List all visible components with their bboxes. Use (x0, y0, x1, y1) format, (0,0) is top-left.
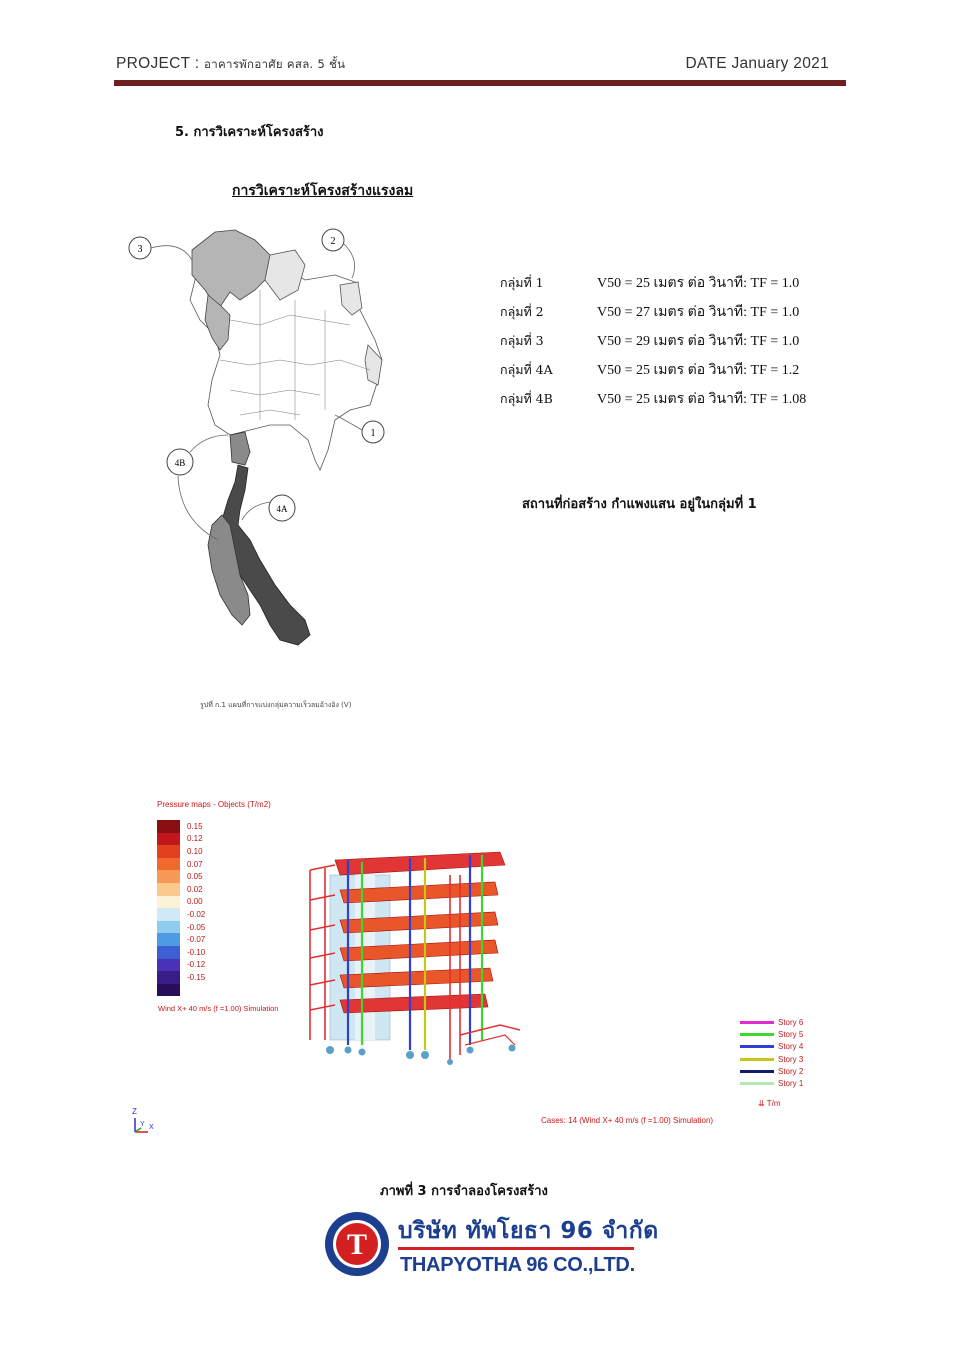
story-name: Story 6 (778, 1017, 804, 1027)
scale-value: 0.05 (187, 872, 203, 882)
story-line-swatch (740, 1021, 774, 1024)
svg-text:4B: 4B (174, 458, 186, 468)
wind-case-label: Wind X+ 40 m/s (f =1.00) Simulation (158, 1004, 279, 1013)
scale-value: 0.12 (187, 834, 203, 844)
scale-swatch (157, 883, 180, 896)
map-caption: รูปที่ ก.1 แผนที่การแบ่งกลุ่มความเร็วลมอ้างอิง (V) (200, 701, 352, 709)
scale-swatch (157, 921, 180, 934)
story-legend-item (740, 1077, 803, 1089)
project-header (116, 55, 345, 74)
story-name: Story 3 (778, 1054, 804, 1064)
scale-row (157, 820, 205, 833)
scale-swatch (157, 833, 180, 846)
scale-swatch (157, 946, 180, 959)
company-logo-icon (323, 1210, 391, 1278)
story-line-swatch (740, 1058, 774, 1061)
site-note: สถานที่ก่อสร้าง กำแพงแสน อยู่ในกลุ่มที่ 1 (522, 497, 757, 512)
svg-text:4A: 4A (276, 504, 288, 514)
group-value: V50 = 25 เมตร ต่อ วินาที: TF = 1.0 (597, 275, 800, 291)
scale-value: 0.10 (187, 846, 203, 856)
scale-row (157, 858, 205, 871)
pressure-legend-title: Pressure maps - Objects (T/m2) (157, 800, 271, 809)
scale-value: 0.07 (187, 859, 203, 869)
date-header: DATE January 2021 (685, 55, 829, 72)
scale-swatch (157, 959, 180, 972)
story-legend-item (740, 1028, 803, 1040)
group-value: V50 = 29 เมตร ต่อ วินาที: TF = 1.0 (597, 333, 800, 349)
group-name: กลุ่มที่ 3 (500, 332, 544, 348)
story-legend-item (740, 1016, 803, 1028)
svg-text:T: T (346, 1228, 368, 1261)
scale-swatch (157, 858, 180, 871)
company-name-english: THAPYOTHA 96 CO.,LTD. (400, 1254, 635, 1276)
scale-value: 0.00 (187, 897, 203, 907)
axis-triad-icon (130, 1116, 152, 1134)
axis-y-label: Y (140, 1121, 145, 1128)
wind-group-list (500, 268, 806, 413)
scale-row (157, 933, 205, 946)
wind-group-row (500, 355, 806, 384)
scale-row (157, 984, 205, 997)
scale-swatch (157, 984, 180, 997)
scale-value: -0.07 (187, 935, 206, 945)
scale-swatch (157, 820, 180, 833)
story-legend-item (740, 1041, 803, 1053)
scale-value: 0.15 (187, 821, 203, 831)
story-name: Story 2 (778, 1066, 804, 1076)
story-name: Story 1 (778, 1079, 804, 1089)
wind-group-row (500, 384, 806, 413)
map-zone-4B (230, 432, 250, 465)
callout-4A (242, 495, 295, 521)
story-name: Story 4 (778, 1042, 804, 1052)
story-line-swatch (740, 1070, 774, 1073)
story-legend (740, 1016, 803, 1090)
map-zone-2-southeast (365, 345, 382, 385)
callout-2 (322, 229, 355, 278)
scale-swatch (157, 933, 180, 946)
scale-row (157, 946, 205, 959)
section-heading: 5. การวิเคราะห์โครงสร้าง (175, 125, 324, 140)
scale-value: -0.12 (187, 960, 206, 970)
svg-text:2: 2 (330, 236, 336, 247)
group-name: กลุ่มที่ 1 (500, 274, 544, 290)
scale-row (157, 883, 205, 896)
wind-zone-map (120, 220, 390, 660)
unit-text: T/m (766, 1099, 781, 1108)
wind-group-row (500, 268, 806, 297)
story-line-swatch (740, 1033, 774, 1036)
logo-divider (398, 1247, 634, 1250)
scale-row (157, 833, 205, 846)
scale-row (157, 959, 205, 972)
section-subheading: การวิเคราะห์โครงสร้างแรงลม (232, 183, 414, 199)
wind-group-row (500, 326, 806, 355)
scale-row (157, 921, 205, 934)
scale-swatch (157, 908, 180, 921)
story-line-swatch (740, 1045, 774, 1048)
group-value: V50 = 25 เมตร ต่อ วินาที: TF = 1.08 (597, 391, 807, 407)
scale-row (157, 870, 205, 883)
scale-value: -0.15 (187, 972, 206, 982)
scale-swatch (157, 845, 180, 858)
cases-label: Cases: 14 (Wind X+ 40 m/s (f =1.00) Simulation) (541, 1116, 714, 1125)
project-label: PROJECT : (116, 55, 204, 72)
axis-x-label: X (149, 1124, 154, 1131)
company-name-thai: บริษัท ทัพโยธา 96 จำกัด (398, 1218, 659, 1244)
group-name: กลุ่มที่ 2 (500, 303, 544, 319)
wind-group-row (500, 297, 806, 326)
group-name: กลุ่มที่ 4B (500, 390, 553, 406)
story-legend-item (740, 1065, 803, 1077)
callout-3 (129, 237, 192, 260)
scale-value: -0.02 (187, 909, 206, 919)
callout-1 (335, 415, 384, 443)
svg-text:1: 1 (370, 428, 376, 439)
group-value: V50 = 27 เมตร ต่อ วินาที: TF = 1.0 (597, 304, 800, 320)
project-name: อาคารพักอาศัย คสล. 5 ชั้น (203, 57, 346, 71)
story-line-swatch (740, 1082, 774, 1085)
axis-z-label: Z (132, 1107, 137, 1116)
pressure-scale (157, 820, 205, 996)
group-name: กลุ่มที่ 4A (500, 361, 553, 377)
scale-row (157, 971, 205, 984)
scale-row (157, 845, 205, 858)
scale-row (157, 908, 205, 921)
structural-model (300, 840, 540, 1065)
group-value: V50 = 25 เมตร ต่อ วินาที: TF = 1.2 (597, 362, 800, 378)
load-arrow-icon: ⇊ (758, 1099, 767, 1108)
svg-text:3: 3 (137, 244, 143, 255)
story-legend-item (740, 1053, 803, 1065)
scale-swatch (157, 896, 180, 909)
scale-swatch (157, 971, 180, 984)
unit-label (758, 1099, 781, 1108)
scale-value: -0.05 (187, 922, 206, 932)
story-name: Story 5 (778, 1029, 804, 1039)
scale-value: 0.02 (187, 884, 203, 894)
figure-caption: ภาพที่ 3 การจำลองโครงสร้าง (380, 1184, 548, 1199)
scale-swatch (157, 870, 180, 883)
scale-row (157, 896, 205, 909)
header-rule (114, 80, 846, 86)
scale-value: -0.10 (187, 947, 206, 957)
